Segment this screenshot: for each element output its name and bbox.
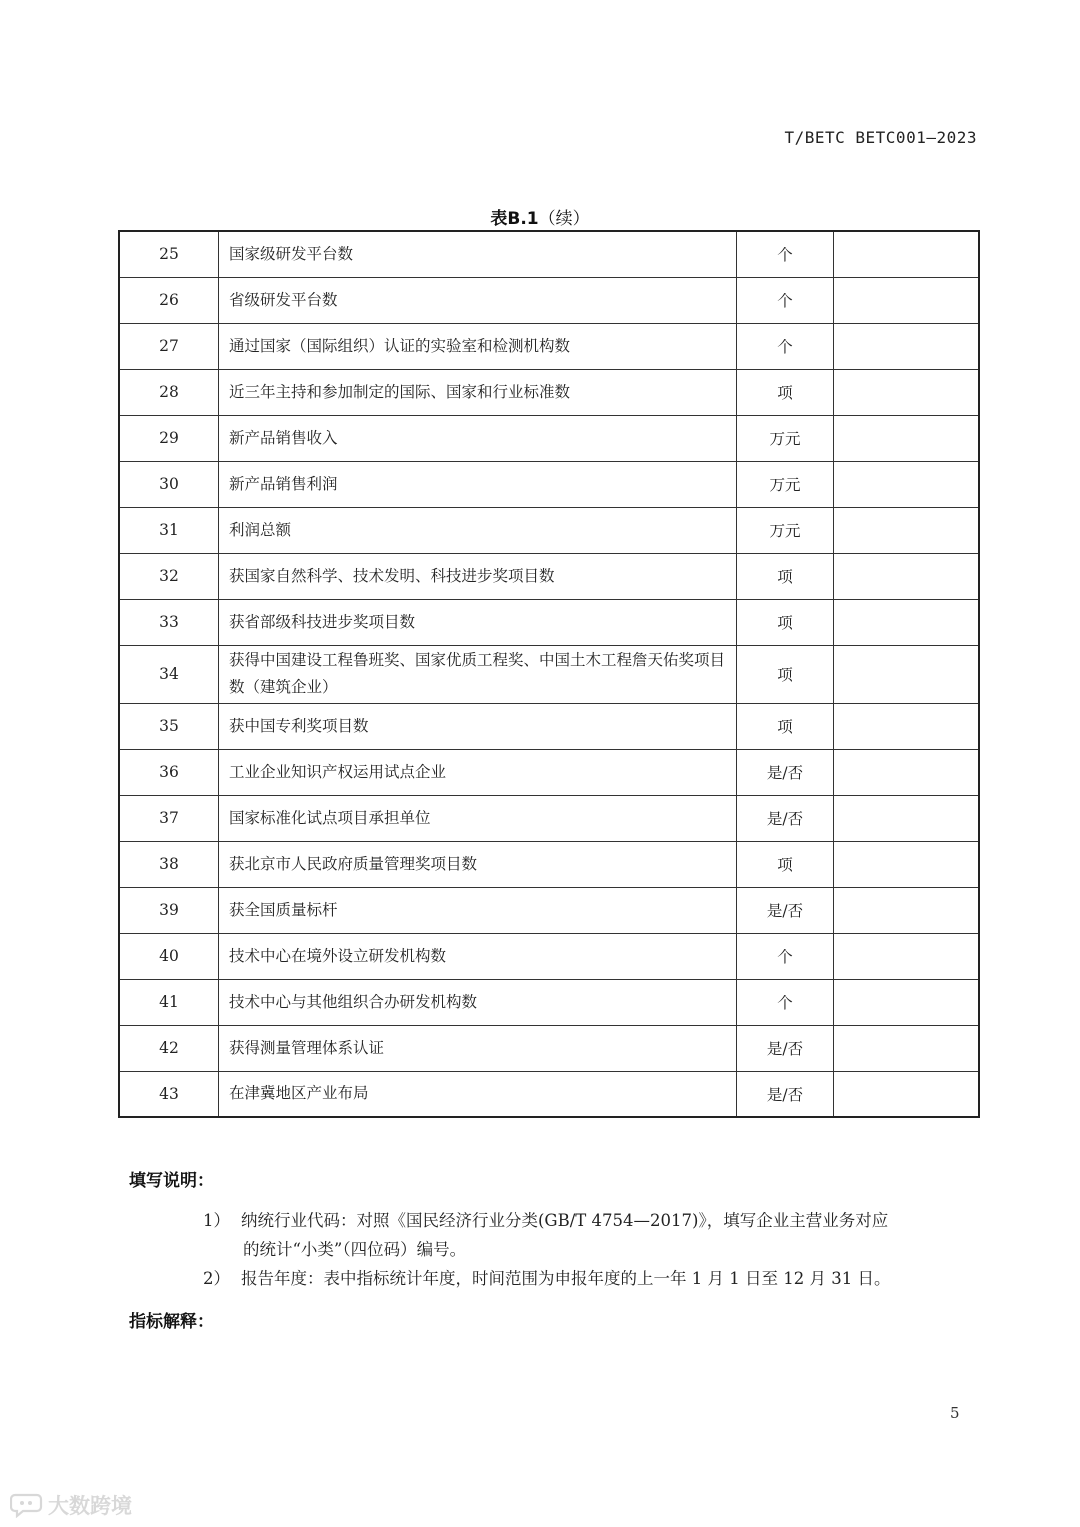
unit-cell: 万元 — [737, 415, 834, 461]
row-number: 41 — [119, 979, 219, 1025]
document-code: T/BETC BETC001—2023 — [784, 128, 977, 147]
notes-title: 填写说明： — [129, 1171, 214, 1191]
row-number: 32 — [119, 553, 219, 599]
unit-cell: 个 — [737, 231, 834, 277]
row-number: 30 — [119, 461, 219, 507]
row-number: 34 — [119, 645, 219, 703]
indicator-name: 获中国专利奖项目数 — [219, 703, 737, 749]
table-row — [119, 979, 979, 1025]
indicator-name: 近三年主持和参加制定的国际、国家和行业标准数 — [219, 369, 737, 415]
table-caption-label: 表B.1 — [490, 209, 539, 229]
indicator-name: 技术中心在境外设立研发机构数 — [219, 933, 737, 979]
value-cell — [834, 415, 980, 461]
unit-cell: 项 — [737, 599, 834, 645]
unit-cell: 项 — [737, 369, 834, 415]
table-row — [119, 553, 979, 599]
note-text: 纳统行业代码：对照《国民经济行业分类(GB/T 4754—2017)》，填写企业主营业务对应 — [241, 1211, 889, 1230]
indicator-name: 获得测量管理体系认证 — [219, 1025, 737, 1071]
table-row — [119, 841, 979, 887]
unit-cell: 项 — [737, 841, 834, 887]
table-row — [119, 1025, 979, 1071]
unit-cell: 个 — [737, 277, 834, 323]
unit-cell: 万元 — [737, 507, 834, 553]
speech-bubble-logo-icon — [10, 1492, 44, 1518]
unit-cell: 项 — [737, 645, 834, 703]
table-row — [119, 599, 979, 645]
table-row — [119, 703, 979, 749]
row-number: 27 — [119, 323, 219, 369]
row-number: 42 — [119, 1025, 219, 1071]
unit-cell: 个 — [737, 323, 834, 369]
note-text-continuation: 的统计“小类”（四位码）编号。 — [243, 1240, 467, 1259]
indicator-name: 获得中国建设工程鲁班奖、国家优质工程奖、中国土木工程詹天佑奖项目数（建筑企业） — [219, 645, 737, 703]
table-row — [119, 887, 979, 933]
unit-cell: 是/否 — [737, 795, 834, 841]
indicator-name: 国家级研发平台数 — [219, 231, 737, 277]
row-number: 39 — [119, 887, 219, 933]
value-cell — [834, 599, 980, 645]
row-number: 33 — [119, 599, 219, 645]
table-row — [119, 507, 979, 553]
value-cell — [834, 369, 980, 415]
unit-cell: 是/否 — [737, 1025, 834, 1071]
value-cell — [834, 231, 980, 277]
value-cell — [834, 277, 980, 323]
value-cell — [834, 795, 980, 841]
indicator-name: 新产品销售利润 — [219, 461, 737, 507]
indicator-name: 利润总额 — [219, 507, 737, 553]
table-row — [119, 795, 979, 841]
table-row — [119, 369, 979, 415]
unit-cell: 是/否 — [737, 749, 834, 795]
unit-cell: 个 — [737, 979, 834, 1025]
indicator-name: 通过国家（国际组织）认证的实验室和检测机构数 — [219, 323, 737, 369]
indicator-name: 工业企业知识产权运用试点企业 — [219, 749, 737, 795]
indicator-name: 技术中心与其他组织合办研发机构数 — [219, 979, 737, 1025]
table-row — [119, 415, 979, 461]
table-row — [119, 323, 979, 369]
indicator-name: 获国家自然科学、技术发明、科技进步奖项目数 — [219, 553, 737, 599]
value-cell — [834, 1025, 980, 1071]
table-caption-suffix: （续） — [538, 209, 590, 229]
value-cell — [834, 933, 980, 979]
value-cell — [834, 645, 980, 703]
note-number: 2） — [203, 1269, 230, 1288]
row-number: 36 — [119, 749, 219, 795]
row-number: 29 — [119, 415, 219, 461]
value-cell — [834, 461, 980, 507]
table-row — [119, 645, 979, 703]
value-cell — [834, 979, 980, 1025]
unit-cell: 个 — [737, 933, 834, 979]
indicator-name: 国家标准化试点项目承担单位 — [219, 795, 737, 841]
value-cell — [834, 553, 980, 599]
page-number: 5 — [950, 1404, 960, 1422]
row-number: 38 — [119, 841, 219, 887]
watermark — [10, 1490, 132, 1520]
value-cell — [834, 323, 980, 369]
row-number: 40 — [119, 933, 219, 979]
table-row — [119, 277, 979, 323]
value-cell — [834, 841, 980, 887]
indicator-table — [118, 230, 980, 1118]
note-number: 1） — [203, 1211, 230, 1230]
note-item-1 — [203, 1206, 978, 1264]
table-row — [119, 231, 979, 277]
unit-cell: 项 — [737, 703, 834, 749]
indicator-name: 获北京市人民政府质量管理奖项目数 — [219, 841, 737, 887]
row-number: 31 — [119, 507, 219, 553]
table-row — [119, 749, 979, 795]
row-number: 37 — [119, 795, 219, 841]
indicator-name: 新产品销售收入 — [219, 415, 737, 461]
table-row — [119, 933, 979, 979]
value-cell — [834, 507, 980, 553]
unit-cell: 万元 — [737, 461, 834, 507]
value-cell — [834, 1071, 980, 1117]
unit-cell: 项 — [737, 553, 834, 599]
value-cell — [834, 703, 980, 749]
table-caption — [0, 204, 1080, 229]
row-number: 25 — [119, 231, 219, 277]
indicator-name: 获全国质量标杆 — [219, 887, 737, 933]
unit-cell: 是/否 — [737, 887, 834, 933]
note-text: 报告年度：表中指标统计年度，时间范围为申报年度的上一年 1 月 1 日至 12 月 31 日。 — [241, 1269, 891, 1288]
value-cell — [834, 749, 980, 795]
unit-cell: 是/否 — [737, 1071, 834, 1117]
watermark-text: 大数跨境 — [48, 1494, 132, 1518]
indicator-name: 获省部级科技进步奖项目数 — [219, 599, 737, 645]
row-number: 35 — [119, 703, 219, 749]
note-item-2 — [203, 1264, 978, 1293]
value-cell — [834, 887, 980, 933]
indicators-title: 指标解释： — [129, 1312, 214, 1332]
table-row — [119, 461, 979, 507]
row-number: 28 — [119, 369, 219, 415]
row-number: 43 — [119, 1071, 219, 1117]
indicator-name: 在津冀地区产业布局 — [219, 1071, 737, 1117]
table-row — [119, 1071, 979, 1117]
row-number: 26 — [119, 277, 219, 323]
indicator-name: 省级研发平台数 — [219, 277, 737, 323]
